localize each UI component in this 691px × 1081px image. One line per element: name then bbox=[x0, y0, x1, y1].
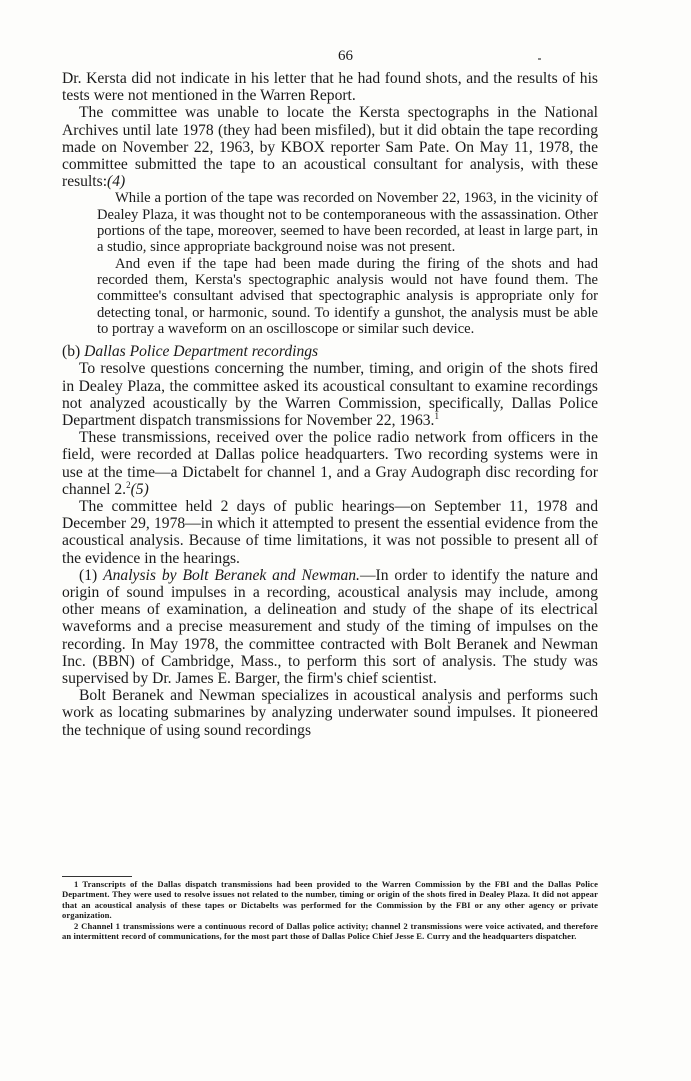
section-marker: (b) bbox=[62, 343, 81, 361]
scan-speck bbox=[538, 58, 541, 60]
paragraph-resolve-questions bbox=[62, 360, 598, 429]
quote-tape-portion: While a portion of the tape was recorded on November 22, 1963, in the vicinity of Dealey Plaza, it was thought not to be contemporaneous with the assassination. Other portions of the tape, moreover, seemed to have been recorded, at least in large part, in a studio, since appropriate background noise was not present. bbox=[97, 190, 598, 256]
footnote-1: 1 Transcripts of the Dallas dispatch transmissions had been provided to the Warren Commission by the FBI and the Dallas Police Department. They were used to resolve issues not related to the number, timing or origin of the shots fired in Dealey Plaza. It did not appear that an acoustical analysis of these tapes or Dictabelts was performed for the Commission by the FBI or any other agency or private organization. bbox=[62, 879, 598, 921]
reference-4: (4) bbox=[107, 173, 126, 191]
footnotes bbox=[62, 879, 598, 941]
section-title: Dallas Police Department recordings bbox=[84, 343, 319, 361]
paragraph-kersta-letter: Dr. Kersta did not indicate in his letter that he had found shots, and the results of his tests were not mentioned in the Warren Report. bbox=[62, 70, 598, 105]
paragraph-hearings: The committee held 2 days of public hearings—on September 11, 1978 and December 29, 1978—in which it attempted to present the essential evidence from the acoustical analysis. Because of time limitations, it was not possible to present all of the evidence in the hearings. bbox=[62, 497, 598, 567]
footnote-divider bbox=[62, 876, 132, 877]
section-heading-b bbox=[62, 343, 598, 360]
paragraph-kbox-tape bbox=[62, 104, 598, 190]
paragraph-resolve-questions-text: To resolve questions concerning the number, timing, and origin of the shots fired in Dealey Plaza, the committee asked its acoustical consultant to examine recordings not analyzed acoustically by the Warren Commission, specifically, Dallas Police Department dispatch transmissions for November 22, 1963. bbox=[62, 360, 598, 429]
paragraph-transmissions bbox=[62, 429, 598, 498]
subsection-title: Analysis by Bolt Beranek and Newman. bbox=[103, 566, 360, 584]
quote-spectographic: And even if the tape had been made during the firing of the shots and had recorded them, Kersta's spectographic analysis would not have found them. The committee's consultant advised that spectographic analysis is appropriate only for detecting tonal, or harmonic, sound. To identify a gunshot, the analysis must be able to portray a waveform on an oscilloscope or similar such device. bbox=[97, 255, 598, 337]
page-body bbox=[62, 70, 598, 739]
reference-5: (5) bbox=[130, 480, 149, 498]
subsection-marker: (1) bbox=[79, 566, 98, 584]
page-number: 66 bbox=[338, 48, 353, 64]
paragraph-transmissions-text: These transmissions, received over the police radio network from officers in the field, were recorded at Dallas police headquarters. Two recording systems were in use at the time—a Dictabelt for channel 1, and a Gray Audograph disc recording for channel 2. bbox=[62, 429, 598, 498]
footnote-marker-1: 1 bbox=[434, 410, 439, 421]
footnote-marker-2: 2 bbox=[126, 479, 131, 490]
paragraph-bbn-specializes: Bolt Beranek and Newman specializes in acoustical analysis and performs such work as locating submarines by analyzing underwater sound impulses. It pioneered the technique of using sound recordings bbox=[62, 687, 598, 739]
paragraph-bbn-analysis-text: —In order to identify the nature and origin of sound impulses in a recording, acoustical analysis may include, among other means of examination, a delineation and study of the shape of its electrical waveforms and a precise measurement and study of the timing of impulses on the recording. In May 1978, the committee contracted with Bolt Beranek and Newman Inc. (BBN) of Cambridge, Mass., to perform this sort of analysis. The study was supervised by Dr. James E. Barger, the firm's chief scientist. bbox=[62, 566, 598, 687]
paragraph-kbox-tape-text: The committee was unable to locate the Kersta spectographs in the National Archives until late 1978 (they had been misfiled), but it did obtain the tape recording made on November 22, 1963, by KBOX reporter Sam Pate. On May 11, 1978, the committee submitted the tape to an acoustical consultant for analysis, with these results: bbox=[62, 104, 598, 191]
footnote-2: 2 Channel 1 transmissions were a continuous record of Dallas police activity; channel 2 transmissions were voice activated, and therefore an intermittent record of communications, for the most part those of Dallas Police Chief Jesse E. Curry and the headquarters dispatcher. bbox=[62, 920, 598, 942]
paragraph-bbn-analysis bbox=[62, 567, 598, 687]
